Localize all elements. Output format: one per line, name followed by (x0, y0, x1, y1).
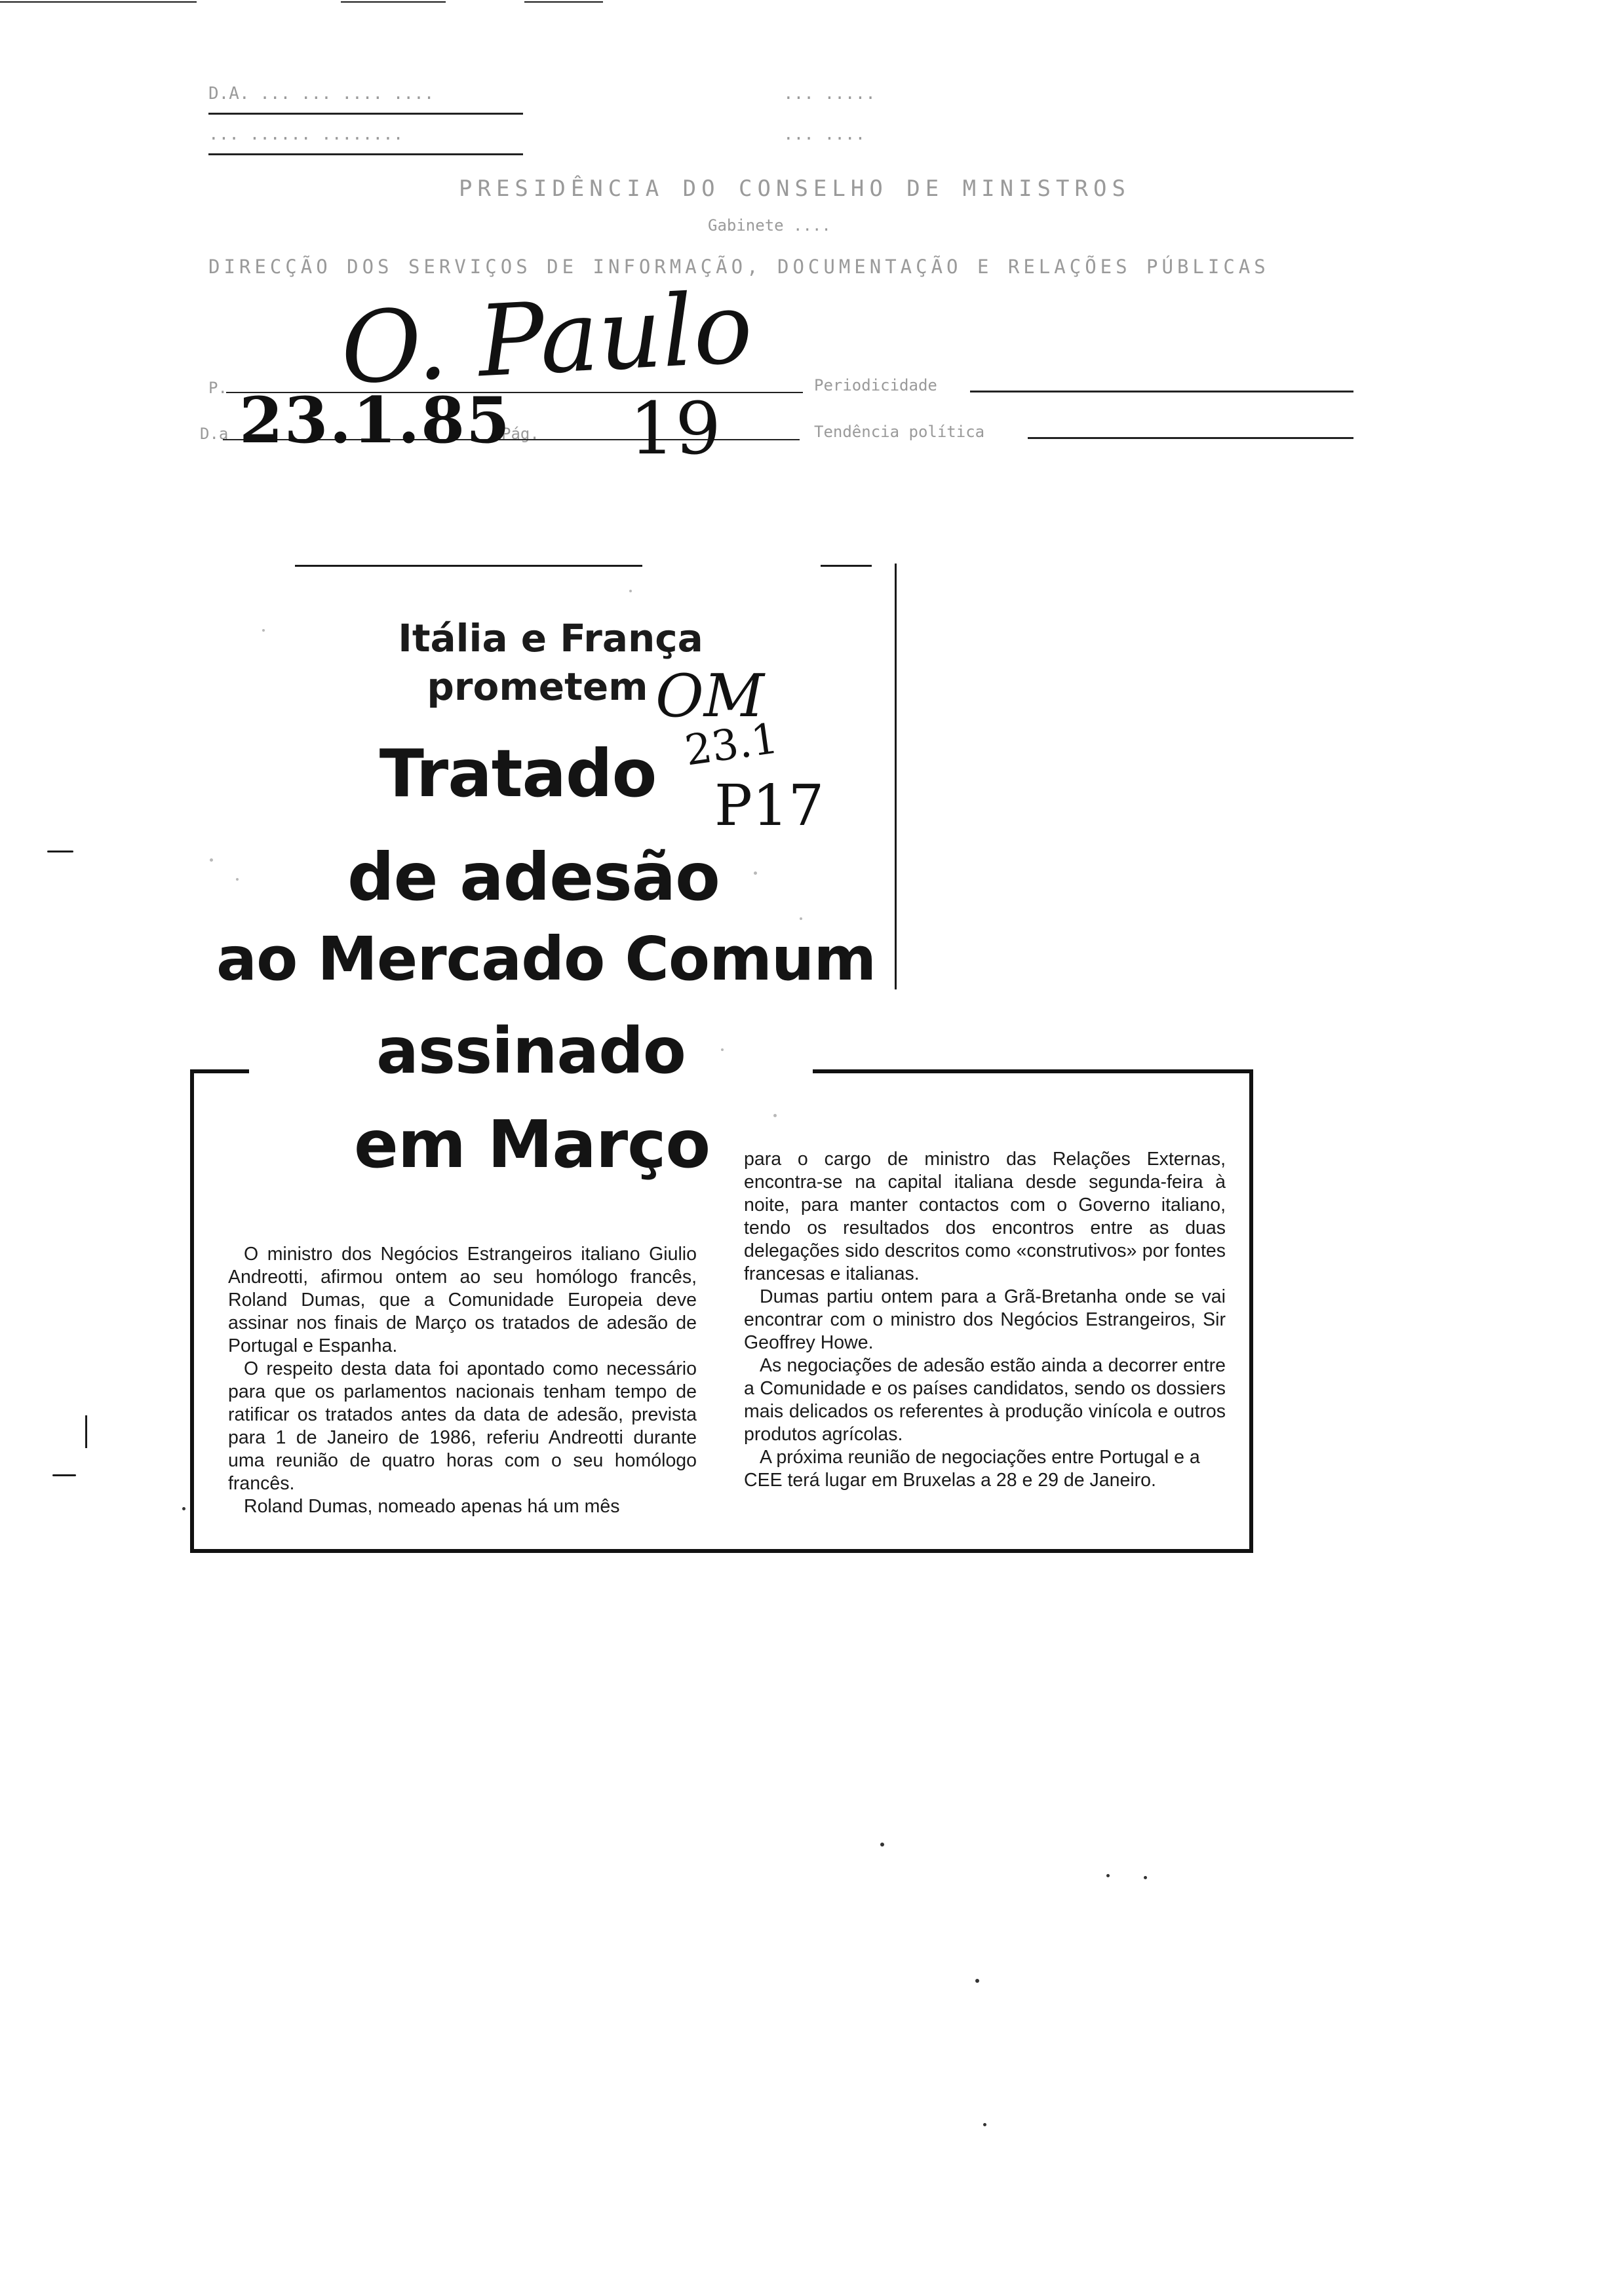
form-header-line2-left: ... ...... ........ (208, 124, 404, 144)
print-speckle (629, 590, 632, 592)
stray-dot (880, 1843, 884, 1846)
top-edge-mark (341, 1, 446, 3)
headline-kicker-line2: prometem (427, 664, 648, 709)
handwritten-date: 23.1.85 (239, 383, 511, 457)
handwritten-note-date: 23.1 (682, 714, 781, 776)
article-frame-bottom (190, 1549, 1253, 1553)
print-speckle (262, 629, 265, 632)
article-paragraph: O ministro dos Negócios Estrangeiros italiano Giulio Andreotti, afirmou ontem ao seu homólogo francês, Roland Dumas, que a Comunidade Europeia deve assinar nos finais de Março os tratados de adesão de Portugal e Espanha. (228, 1244, 697, 1356)
form-header-rule (208, 113, 523, 115)
article-paragraph-continued: para o cargo de ministro das Relações Externas, encontra-se na capital italiana desde segunda-feira à noite, para manter contactos com o Governo italiano, tendo os resultados dos encontros entre as duas delegações sido descritos como «construtivos» por fontes francesas e italianas. (744, 1149, 1226, 1284)
stray-dot (1106, 1874, 1110, 1877)
top-edge-mark (0, 1, 197, 3)
field-pag-label: Pág. (501, 425, 539, 443)
field-d-label: D.a (200, 425, 229, 443)
field-a-label: Periodicidade (814, 376, 937, 394)
ministry-subtitle: Gabinete .... (708, 216, 831, 235)
field-b-line (1028, 437, 1353, 439)
handwritten-page: 19 (629, 387, 721, 470)
handwritten-note-initials: OM (655, 662, 764, 731)
margin-mark (52, 1474, 76, 1476)
field-p-label: P. (208, 379, 227, 397)
article-frame-top-left (190, 1069, 249, 1073)
form-header-line1-right: ... ..... (783, 84, 876, 104)
headline-top-rule (295, 565, 642, 567)
form-header-rule (208, 153, 523, 155)
article-paragraph: As negociações de adesão estão ainda a decorrer entre a Comunidade e os países candidatos, sendo os dossiers mais delicados os referentes à produção vinícola e outros produtos agrícolas. (744, 1355, 1226, 1445)
print-speckle (773, 1114, 777, 1117)
print-speckle (236, 878, 239, 881)
field-b-label: Tendência política (814, 423, 985, 441)
top-edge-mark (524, 1, 603, 3)
headline-line: assinado (376, 1014, 686, 1088)
form-header-line2-right: ... .... (783, 124, 866, 144)
headline-side-rule (895, 564, 897, 989)
stray-dot (983, 2123, 986, 2126)
article-frame-left (190, 1069, 194, 1553)
headline-line: de adesão (347, 839, 720, 915)
field-a-line (970, 391, 1353, 392)
stray-dot (182, 1507, 185, 1510)
article-frame-top-right (813, 1069, 1253, 1073)
article-frame-right (1249, 1069, 1253, 1553)
margin-mark (85, 1415, 87, 1448)
headline-line: Tratado (379, 735, 657, 812)
print-speckle (210, 858, 213, 862)
article-paragraph: A próxima reunião de negociações entre Portugal e a CEE terá lugar em Bruxelas a 28 e 29 de Janeiro. (744, 1447, 1200, 1491)
ministry-title: PRESIDÊNCIA DO CONSELHO DE MINISTROS (459, 176, 1131, 202)
form-header-line1-left: D.A. ... ... .... .... (208, 84, 435, 104)
print-speckle (800, 917, 802, 920)
print-speckle (754, 871, 757, 875)
article-column-right (744, 1148, 1226, 1492)
headline-line: ao Mercado Comum (216, 924, 876, 994)
handwritten-note-ref: P17 (714, 773, 825, 839)
stray-dot (1144, 1876, 1147, 1879)
handwritten-publication: O. Paulo (338, 271, 756, 407)
headline-top-rule-right (821, 565, 872, 567)
margin-mark (47, 851, 73, 852)
directorate-title: DIRECÇÃO DOS SERVIÇOS DE INFORMAÇÃO, DOCUMENTAÇÃO E RELAÇÕES PÚBLICAS (208, 256, 1270, 278)
article-column-left (228, 1243, 697, 1518)
headline-line: em Março (354, 1106, 710, 1183)
article-paragraph: Dumas partiu ontem para a Grã-Bretanha onde se vai encontrar com o ministro dos Negócios Estrangeiros, Sir Geoffrey Howe. (744, 1286, 1226, 1353)
stray-dot (975, 1979, 979, 1983)
headline-kicker-line1: Itália e França (398, 616, 703, 660)
print-speckle (721, 1048, 724, 1051)
article-paragraph: Roland Dumas, nomeado apenas há um mês (244, 1496, 620, 1517)
article-paragraph: O respeito desta data foi apontado como necessário para que os parlamentos nacionais tenham tempo de ratificar os tratados antes da data de adesão, prevista para 1 de Janeiro de 1986, referiu Andreotti durante uma reunião de quatro horas com o seu homólogo francês. (228, 1358, 697, 1494)
